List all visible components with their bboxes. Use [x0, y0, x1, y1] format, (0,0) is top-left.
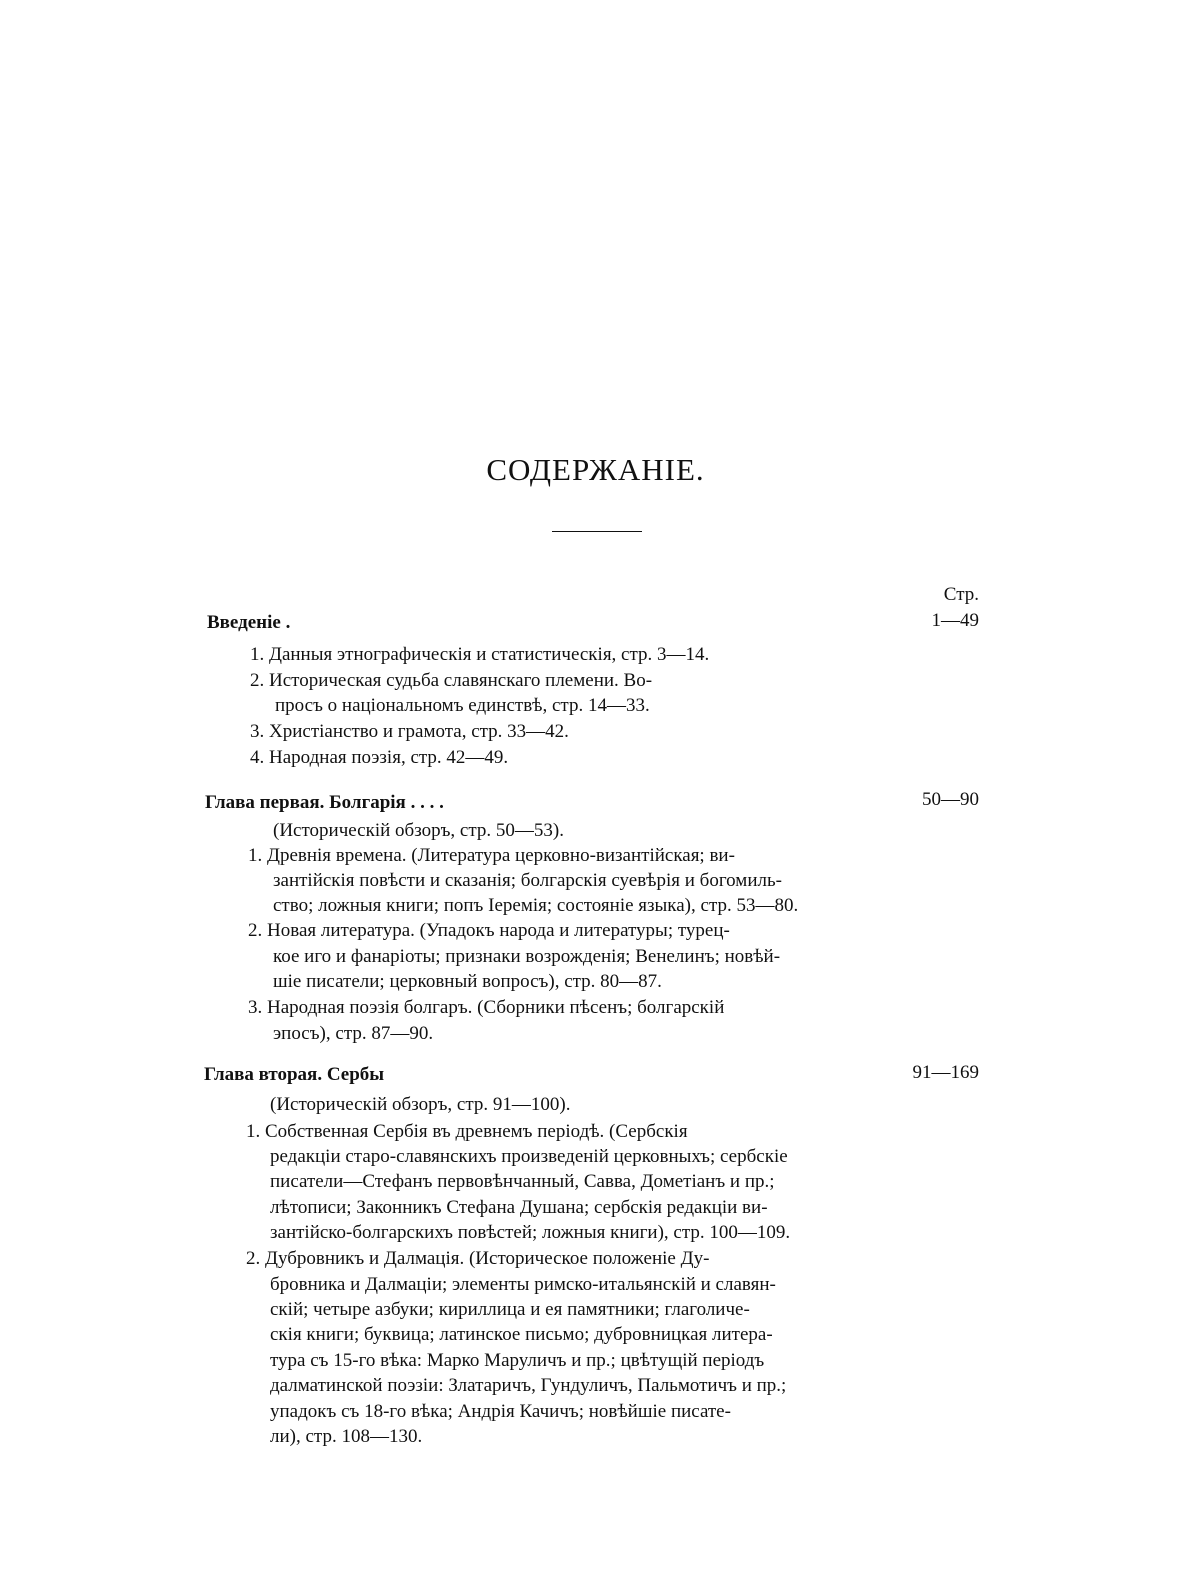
toc-line: писатели—Стефанъ первовѣнчанный, Савва, Дометіанъ и пр.; [270, 1171, 775, 1192]
section-heading-text: Введеніе [207, 612, 281, 633]
toc-line: шіе писатели; церковный вопросъ), стр. 80—87. [273, 971, 662, 992]
toc-line: скія книги; буквица; латинское письмо; дубровницкая литера- [270, 1324, 773, 1345]
section-pages-serbs: 91—169 [912, 1062, 979, 1083]
toc-line: 1. Собственная Сербія въ древнемъ періодѣ. (Сербскія [246, 1121, 688, 1142]
section-heading-dots: . [280, 612, 291, 633]
toc-line: 3. Христіанство и грамота, стр. 33—42. [250, 721, 569, 742]
toc-line: (Историческій обзоръ, стр. 50—53). [273, 820, 564, 841]
toc-line: 4. Народная поэзія, стр. 42—49. [250, 747, 509, 768]
toc-line: далматинской поэзіи: Златаричъ, Гундуличъ, Пальмотичъ и пр.; [270, 1375, 787, 1396]
toc-line: 1. Древнія времена. (Литература церковно-византійская; ви- [248, 845, 735, 866]
toc-line: 1. Данныя этнографическія и статистическія, стр. 3—14. [250, 644, 710, 665]
toc-line: эпосъ), стр. 87—90. [273, 1023, 434, 1044]
section-pages-bulgaria: 50—90 [922, 789, 979, 810]
toc-line: ли), стр. 108—130. [270, 1426, 423, 1447]
toc-line: 2. Историческая судьба славянскаго племени. Во- [250, 670, 653, 691]
toc-line: зантійско-болгарскихъ повѣстей; ложныя книги), стр. 100—109. [270, 1222, 791, 1243]
toc-line: 3. Народная поэзія болгаръ. (Сборники пѣсенъ; болгарскій [248, 997, 725, 1018]
toc-line: 2. Дубровникъ и Далмація. (Историческое положеніе Ду- [246, 1248, 710, 1269]
section-heading-text: Глава первая. Болгарія [205, 792, 406, 813]
title-divider [552, 531, 642, 532]
toc-line: тура съ 15-го вѣка: Марко Маруличъ и пр.; цвѣтущій періодъ [270, 1350, 765, 1371]
section-heading-text: Глава вторая. Сербы [204, 1064, 385, 1085]
toc-line: скій; четыре азбуки; кириллица и ея памятники; глаголиче- [270, 1299, 750, 1320]
section-heading-dots: . . . . [405, 792, 444, 813]
toc-line: кое иго и фанаріоты; признаки возрожденія; Венелинъ; новѣй- [273, 946, 781, 967]
page-title: СОДЕРЖАНІЕ. [486, 452, 705, 487]
toc-line: ство; ложныя книги; попъ Іеремія; состояніе языка), стр. 53—80. [273, 895, 799, 916]
toc-line: редакціи старо-славянскихъ произведеній церковныхъ; сербскіе [270, 1146, 788, 1167]
toc-line: (Историческій обзоръ, стр. 91—100). [270, 1094, 571, 1115]
toc-line: зантійскія повѣсти и сказанія; болгарскія суевѣрія и богомиль- [273, 870, 782, 891]
section-pages-intro: 1—49 [931, 610, 979, 631]
toc-line: бровника и Далмаціи; элементы римско-итальянскій и славян- [270, 1274, 776, 1295]
page-column-header: Стр. [943, 584, 979, 605]
toc-line: 2. Новая литература. (Упадокъ народа и литературы; турец- [248, 920, 730, 941]
toc-line: упадокъ съ 18-го вѣка; Андрія Качичъ; новѣйшіе писате- [270, 1401, 731, 1422]
toc-line: лѣтописи; Законникъ Стефана Душана; сербскія редакціи ви- [270, 1197, 768, 1218]
toc-line: просъ о національномъ единствѣ, стр. 14—33. [275, 695, 650, 716]
